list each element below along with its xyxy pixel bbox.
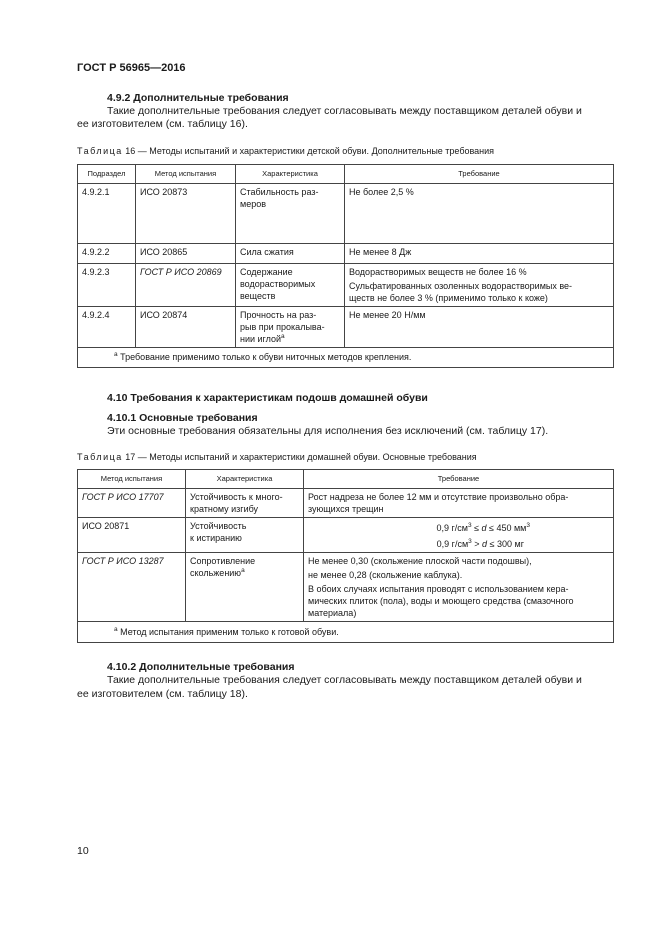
column-header: Подраздел [78, 165, 136, 184]
cell-text: скольжению [190, 568, 242, 578]
section-heading-4-10: 4.10 Требования к характеристикам подошв домашней обуви [107, 392, 428, 404]
cell: 4.9.2.2 [78, 244, 136, 264]
cell [236, 264, 345, 307]
footnote-mark: a [114, 351, 118, 358]
table-header-row [78, 470, 614, 489]
cell [186, 489, 304, 518]
caption-label: Таблица [77, 146, 123, 156]
column-header: Характеристика [236, 165, 345, 184]
cell: Не менее 8 Дж [345, 244, 614, 264]
column-header: Метод испытания [78, 470, 186, 489]
cell-text: ≤ 300 мг [487, 539, 524, 549]
cell [186, 518, 304, 553]
cell: 4.9.2.4 [78, 307, 136, 348]
table-row [78, 489, 614, 518]
caption-label: Таблица [77, 452, 123, 462]
table-row [78, 518, 614, 553]
cell-line: материала) [308, 608, 357, 618]
paragraph-line: Эти основные требования обязательны для исполнения без исключений (см. таблицу 17). [107, 425, 549, 437]
cell-text: 0,9 г/см [436, 539, 469, 549]
cell-line: Сульфатированных озоленных водорастворимых ве- [349, 281, 573, 291]
cell-line: к истиранию [190, 533, 242, 543]
table-row [78, 264, 614, 307]
cell-line: меров [240, 199, 266, 209]
superscript: 3 [468, 538, 472, 545]
column-header: Метод испытания [136, 165, 236, 184]
cell-text: ≤ [471, 523, 482, 533]
table-note [78, 622, 614, 643]
table17 [77, 469, 614, 643]
note-text: Требование применимо только к обуви ниточных методов крепления. [117, 352, 412, 362]
column-header: Характеристика [186, 470, 304, 489]
cell-line [308, 522, 530, 534]
variable: d [482, 539, 488, 549]
cell: ИСО 20871 [78, 518, 186, 553]
superscript: 3 [526, 522, 530, 529]
cell-line: Не менее 0,30 (скольжение плоской части подошвы), [308, 556, 532, 566]
cell [345, 264, 614, 307]
cell [236, 184, 345, 244]
cell-text: ≤ 450 мм [486, 523, 527, 533]
table-header-row [78, 165, 614, 184]
cell: 4.9.2.1 [78, 184, 136, 244]
section-heading-4-10-2: 4.10.2 Дополнительные требования [107, 661, 295, 673]
cell: ГОСТ Р ИСО 17707 [78, 489, 186, 518]
table17-caption [77, 452, 477, 462]
cell: ГОСТ Р ИСО 13287 [78, 553, 186, 622]
cell-line [240, 333, 340, 345]
table16-caption [77, 146, 494, 156]
cell-line: Сопротивление [190, 556, 256, 566]
caption-text: 16 — Методы испытаний и характеристики детской обуви. Дополнительные требования [122, 146, 495, 156]
table-row [78, 307, 614, 348]
cell: Не менее 20 Н/мм [345, 307, 614, 348]
cell: ИСО 20873 [136, 184, 236, 244]
cell: ИСО 20874 [136, 307, 236, 348]
cell-line: мических плиток (пола), воды и моющего средства (смазочного [308, 596, 574, 606]
cell: Сила сжатия [236, 244, 345, 264]
cell-line: Водорастворимых веществ не более 16 % [349, 267, 527, 277]
document-header: ГОСТ Р 56965—2016 [77, 62, 186, 74]
cell [186, 553, 304, 622]
caption-text: 17 — Методы испытаний и характеристики домашней обуви. Основные требования [122, 452, 477, 462]
cell-line: зующихся трещин [308, 504, 384, 514]
table-note-row [78, 348, 614, 368]
cell-line: Устойчивость к много- [190, 492, 283, 502]
table16 [77, 164, 614, 368]
paragraph-line: ее изготовителем (см. таблицу 18). [77, 688, 248, 700]
superscript: 3 [467, 522, 472, 529]
cell [236, 307, 345, 348]
page-number: 10 [77, 845, 89, 857]
cell-line: веществ [240, 291, 276, 301]
table-note [78, 348, 614, 368]
cell: ИСО 20865 [136, 244, 236, 264]
cell: ГОСТ Р ИСО 20869 [136, 264, 236, 307]
note-text: Метод испытания применим только к готовой обуви. [117, 627, 339, 637]
variable: d [481, 523, 487, 533]
table-row [78, 184, 614, 244]
cell [304, 489, 614, 518]
cell-line: Стабильность раз- [240, 187, 319, 197]
footnote-mark: a [241, 567, 245, 574]
table-row [78, 553, 614, 622]
cell-text: нии иглой [240, 334, 282, 344]
cell-line: водорастворимых [240, 279, 316, 289]
cell [304, 553, 614, 622]
cell-text: 0,9 г/см [436, 523, 468, 533]
cell-line: Содержание [240, 267, 293, 277]
cell-line: Устойчивость [190, 521, 247, 531]
cell-line [308, 538, 530, 550]
cell: 4.9.2.3 [78, 264, 136, 307]
cell-line: ществ не более 3 % (применимо только к коже) [349, 293, 548, 303]
cell-text: > [471, 539, 483, 549]
cell-line: В обоих случаях испытания проводят с использованием кера- [308, 584, 569, 594]
paragraph-line: Такие дополнительные требования следует согласовывать между поставщиком деталей обуви и [107, 674, 582, 686]
footnote-mark: a [281, 333, 285, 340]
cell-line: не менее 0,28 (скольжение каблука). [308, 570, 463, 580]
cell-line: рыв при прокалыва- [240, 322, 325, 332]
table-note-row [78, 622, 614, 643]
section-heading-4-10-1: 4.10.1 Основные требования [107, 412, 258, 424]
cell [304, 518, 614, 553]
table-row [78, 244, 614, 264]
cell-line [190, 567, 299, 579]
column-header: Требование [304, 470, 614, 489]
paragraph-line: Такие дополнительные требования следует согласовывать между поставщиком деталей обуви и [107, 105, 582, 117]
column-header: Требование [345, 165, 614, 184]
cell-line: кратному изгибу [190, 504, 259, 514]
paragraph-line: ее изготовителем (см. таблицу 16). [77, 118, 248, 130]
section-heading-4-9-2: 4.9.2 Дополнительные требования [107, 92, 289, 104]
cell-line: Прочность на раз- [240, 310, 317, 320]
footnote-mark: a [114, 626, 118, 633]
cell-line: Рост надреза не более 12 мм и отсутствие произвольно обра- [308, 492, 569, 502]
cell: Не более 2,5 % [345, 184, 614, 244]
